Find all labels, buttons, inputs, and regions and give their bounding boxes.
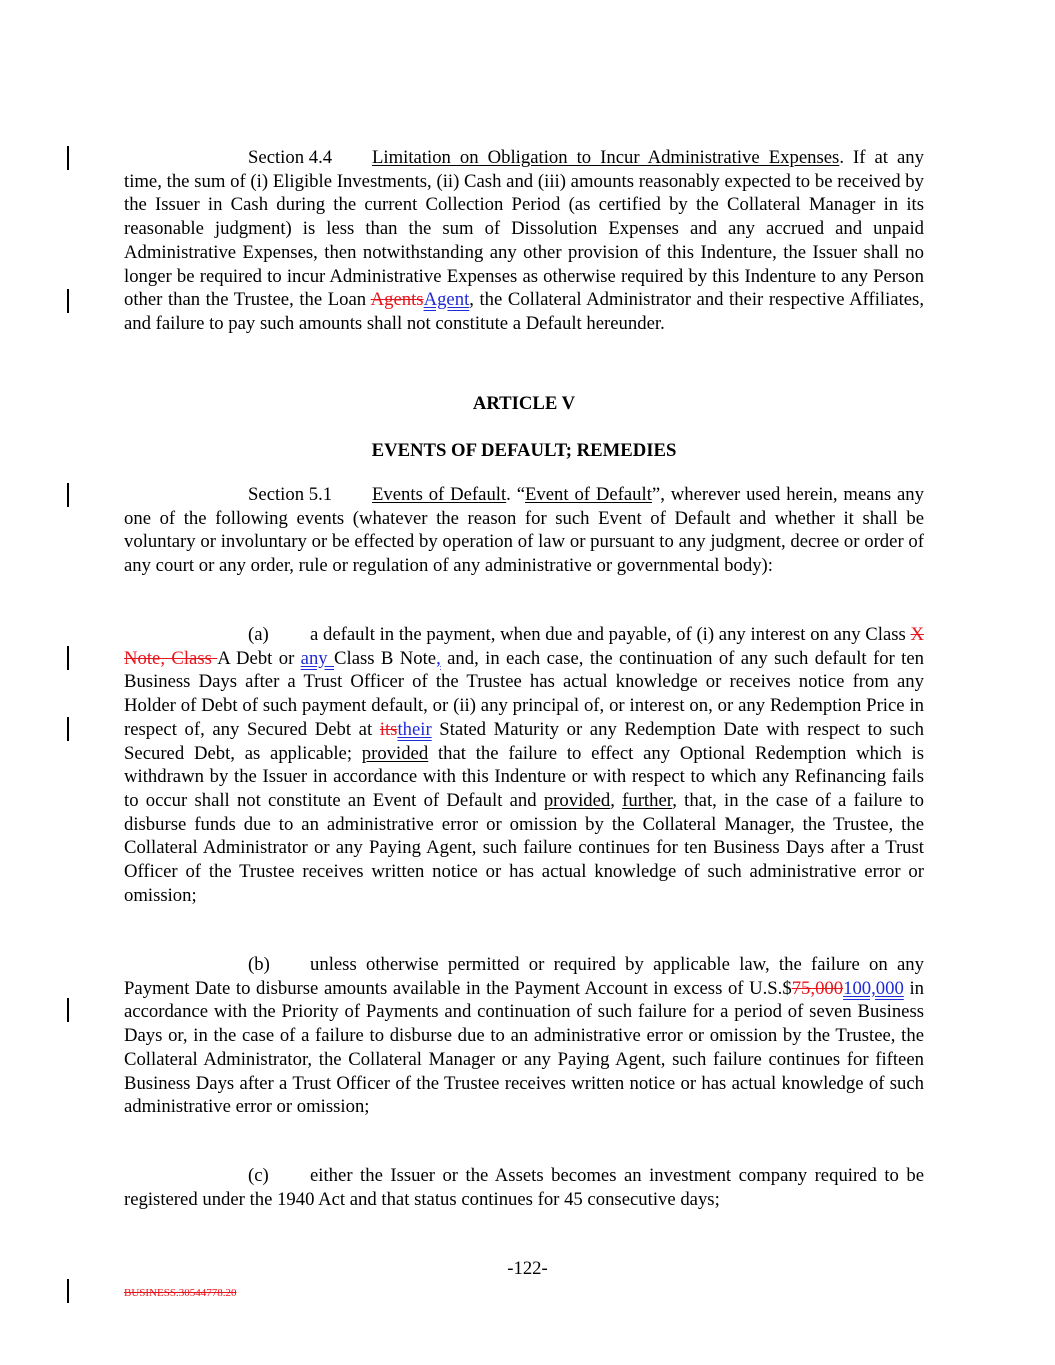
deleted-text: X Note, Class [124, 624, 924, 669]
change-bar [67, 289, 69, 313]
deleted-text: its [379, 718, 398, 740]
deleted-text: Agents [370, 289, 424, 311]
clause-text: that the failure to effect any Optional Redemption which is withdrawn by the Issuer in accordance with this Indenture or with respect to which any Refinancing fails to occur shall not constitute an Event of Default and [124, 742, 924, 811]
change-bar [67, 1279, 69, 1303]
clause-text: and, in each case, the continuation of any such default for ten Business Days after a Trust Officer of the Trustee has actual knowledge or receives notice from any Holder of Debt of such payment default, or (ii) any principal of, or interest on, or any Redemption Price in respect of, any Secured Debt at [124, 647, 924, 740]
change-bar [67, 483, 69, 507]
section-5-1-paragraph [124, 483, 924, 578]
clause-text: either the Issuer or the Assets becomes an investment company required to be registered under the 1940 Act and that status continues for 45 consecutive days; [124, 1165, 924, 1210]
clause-text: Stated Maturity or any Redemption Date with respect to such Secured Debt, as applicable; [124, 718, 924, 764]
change-bar [67, 717, 69, 741]
clause-text: unless otherwise permitted or required by applicable law, the failure on any Payment Date to disburse amounts available in the Payment Account in excess of U.S.$ [124, 954, 924, 999]
clause-text: , that, in the case of a failure to disburse funds due to an administrative error or omission by the Collateral Manager, the Trustee, the Collateral Administrator or any Paying Agent, such failure continues for ten Business Days after a Trust Officer of the Trustee receives written notice or has actual knowledge of such administrative error or omission; [124, 789, 924, 906]
clause-text: , [610, 789, 623, 811]
section-text: ”, wherever used herein, means any one of the following events (whatever the reason for such Event of Default and whether it shall be voluntary or involuntary or be effected by operation of law or pursuant to any judgment, decree or order of any court or any order, rule or regulation of any administrative or governmental body): [124, 484, 924, 577]
deleted-text: 75,000 [791, 977, 844, 999]
inserted-text: Agent [423, 289, 470, 311]
section-4-4-paragraph [124, 146, 924, 336]
provided-term: provided [543, 789, 611, 811]
footer-document-id: BUSINESS.30544778.20 [124, 1287, 237, 1299]
section-title: Limitation on Obligation to Incur Administrative Expenses [372, 147, 840, 168]
section-text: , the Collateral Administrator and their respective Affiliates, and failure to pay such amounts shall not constitute a Default hereunder. [124, 289, 924, 334]
clause-text: a default in the payment, when due and payable, of (i) any interest on any Class [310, 624, 911, 645]
section-text: . If at any time, the sum of (i) Eligible Investments, (ii) Cash and (iii) amounts reasonably expected to be received by the Issuer in Cash during the current Collection Period (as certified by the Collateral Manager in its reasonable judgment) is less than the sum of Dissolution Expenses and any accrued and unpaid Administrative Expenses, then notwithstanding any other provision of this Indenture, the Issuer shall no longer be required to incur Administrative Expenses as otherwise required by this Indenture to any Person other than the Trustee, the Loan [124, 147, 924, 311]
change-bar [67, 146, 69, 170]
inserted-text: their [397, 718, 432, 740]
provided-term: provided [361, 742, 429, 764]
inserted-text: any [300, 647, 335, 669]
clause-label: (c) [248, 1165, 269, 1186]
change-bar [67, 998, 69, 1022]
clause-text: A Debt or [217, 647, 301, 669]
section-number: Section 5.1 [248, 484, 333, 505]
section-title: Events of Default [372, 484, 507, 505]
clause-label: (a) [248, 624, 269, 645]
change-bar [67, 646, 69, 670]
inserted-text: , [436, 647, 441, 669]
clause-text: in accordance with the Priority of Payments and continuation of such failure for a period of seven Business Days or, in the case of a failure to disburse due to an administrative error or omission by the Trustee, the Collateral Administrator, the Collateral Manager or any Paying Agent, such failure continues for fifteen Business Days after a Trust Officer of the Trustee receives written notice or has actual knowledge of such administrative error or omission; [124, 977, 924, 1118]
article-number: ARTICLE V [472, 393, 576, 414]
inserted-text: 100,000 [843, 977, 904, 999]
clause-c-paragraph [124, 1164, 924, 1211]
section-text: . “ [506, 484, 525, 505]
further-term: further [622, 789, 673, 811]
defined-term: Event of Default [525, 484, 652, 505]
page-number: -122- [507, 1258, 548, 1279]
section-number: Section 4.4 [248, 147, 333, 168]
clause-label: (b) [248, 954, 270, 975]
clause-text: Class B Note [334, 647, 437, 669]
clause-a-paragraph [124, 623, 924, 907]
clause-b-paragraph [124, 953, 924, 1119]
article-title: EVENTS OF DEFAULT; REMEDIES [371, 440, 677, 461]
